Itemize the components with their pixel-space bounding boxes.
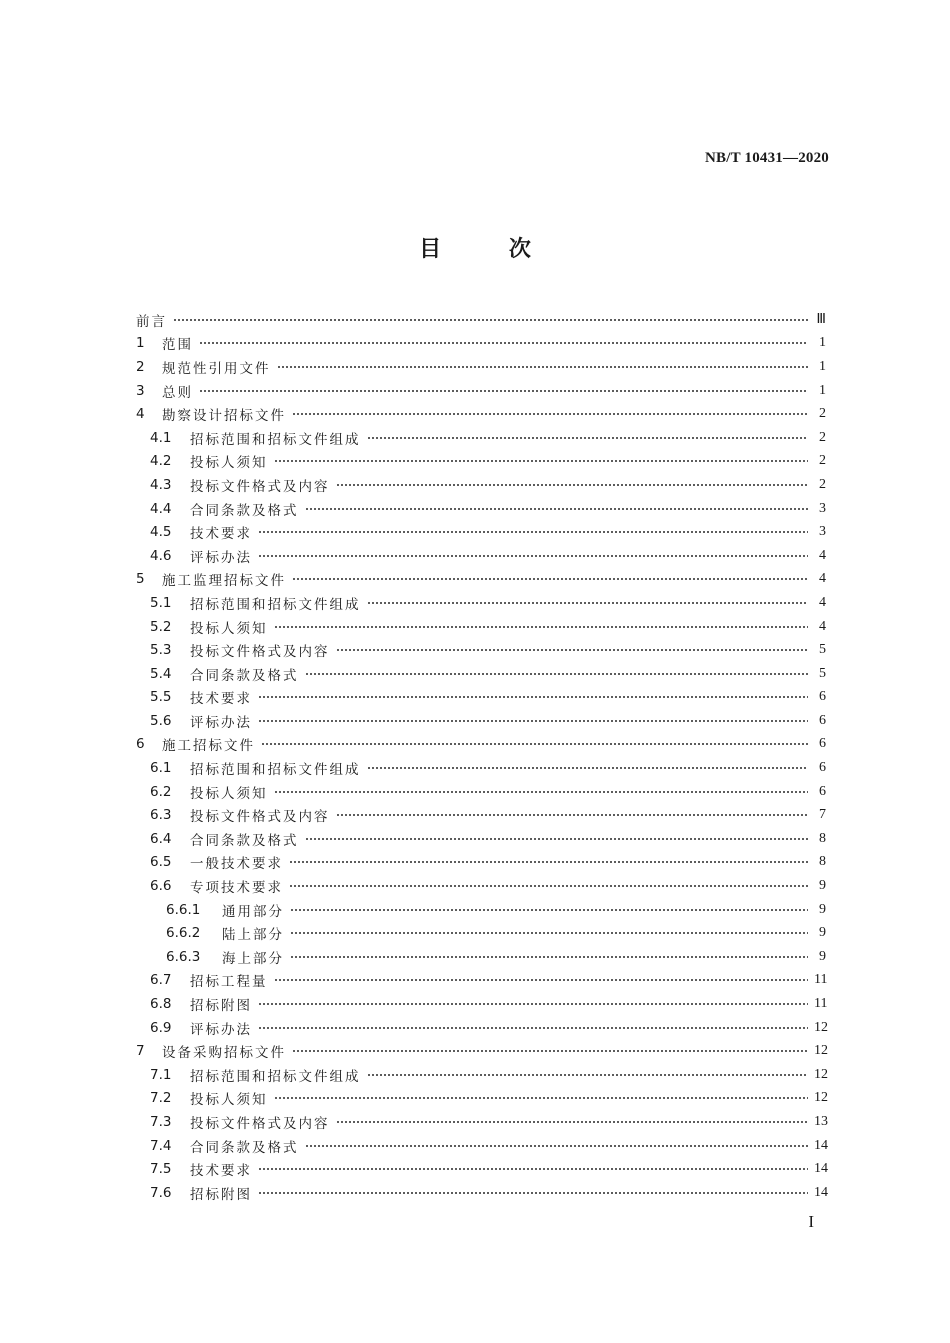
toc-entry[interactable] (136, 497, 826, 521)
toc-leader-dots (274, 978, 809, 982)
toc-entry-label: 范围 (162, 337, 193, 354)
toc-entry-page: 3 (819, 524, 826, 540)
toc-entry-page: 6 (819, 689, 826, 705)
toc-entry-number: 4.2 (150, 453, 172, 470)
toc-entry-number: 5.4 (150, 665, 172, 682)
toc-entry-label: 技术要求 (190, 1163, 252, 1180)
toc-entry-page: 2 (819, 476, 826, 492)
toc-leader-dots (305, 672, 809, 676)
toc-entry-page: 1 (819, 358, 826, 374)
toc-entry[interactable] (136, 355, 826, 379)
toc-entry[interactable] (136, 638, 826, 662)
toc-entry-label: 专项技术要求 (190, 880, 283, 897)
toc-entry-label: 投标人须知 (190, 785, 268, 802)
toc-entry-number: 6.7 (150, 972, 172, 989)
standard-code: NB/T 10431—2020 (705, 150, 829, 166)
toc-entry-number: 5 (136, 571, 145, 588)
toc-entry-page: 4 (819, 594, 826, 610)
toc-entry[interactable] (136, 379, 826, 403)
toc-entry-number: 7.4 (150, 1137, 172, 1154)
toc-entry[interactable] (136, 992, 826, 1016)
toc-entry-label: 评标办法 (190, 1021, 252, 1038)
toc-entry-number: 6 (136, 736, 145, 753)
toc-leader-dots (367, 436, 809, 440)
toc-entry-page: 6 (819, 783, 826, 799)
toc-entry-page: 8 (819, 830, 826, 846)
toc-leader-dots (274, 459, 809, 463)
toc-entry-number: 6.9 (150, 1019, 172, 1036)
toc-entry-label: 施工招标文件 (162, 738, 255, 755)
toc-entry[interactable] (136, 733, 826, 757)
toc-leader-dots (305, 837, 809, 841)
toc-entry-page: 4 (819, 618, 826, 634)
toc-entry-page: 9 (819, 901, 826, 917)
toc-entry-page: 12 (814, 1066, 828, 1082)
toc-leader-dots (258, 1167, 808, 1171)
toc-entry-page: 4 (819, 547, 826, 563)
toc-entry-label: 规范性引用文件 (162, 360, 271, 377)
toc-entry-number: 6.3 (150, 807, 172, 824)
toc-entry-label: 招标范围和招标文件组成 (190, 762, 361, 779)
toc-leader-dots (258, 554, 808, 558)
toc-entry[interactable] (136, 402, 826, 426)
toc-entry-label: 投标文件格式及内容 (190, 478, 330, 495)
toc-entry[interactable] (136, 1134, 826, 1158)
toc-entry[interactable] (136, 1016, 826, 1040)
toc-entry-page: 14 (814, 1137, 828, 1153)
toc-leader-dots (289, 860, 808, 864)
toc-entry-number: 6.2 (150, 783, 172, 800)
toc-entry-number: 7 (136, 1043, 145, 1060)
toc-entry-label: 招标范围和招标文件组成 (190, 1068, 361, 1085)
toc-entry-page: 12 (814, 1043, 828, 1059)
toc-leader-dots (277, 365, 809, 369)
toc-entry-number: 5.2 (150, 618, 172, 635)
toc-entry-number: 5.3 (150, 642, 172, 659)
toc-entry[interactable] (136, 1181, 826, 1205)
toc-leader-dots (199, 341, 808, 345)
toc-entry-number: 1 (136, 335, 145, 352)
toc-entry-page: 6 (819, 760, 826, 776)
toc-entry[interactable] (136, 308, 826, 332)
toc-entry-page: 11 (814, 972, 828, 988)
toc-entry-number: 6.5 (150, 854, 172, 871)
toc-entry-label: 陆上部分 (222, 927, 284, 944)
toc-entry-page: 14 (814, 1161, 828, 1177)
page-title (0, 232, 950, 263)
toc-entry[interactable] (136, 945, 826, 969)
toc-entry[interactable] (136, 544, 826, 568)
toc-entry[interactable] (136, 1110, 826, 1134)
toc-entry-number: 7.1 (150, 1066, 172, 1083)
toc-entry[interactable] (136, 473, 826, 497)
toc-entry-page: 6 (819, 712, 826, 728)
toc-entry[interactable] (136, 591, 826, 615)
toc-leader-dots (292, 577, 808, 581)
toc-entry-page: 6 (819, 736, 826, 752)
toc-entry-page: 12 (814, 1019, 828, 1035)
toc-entry[interactable] (136, 1087, 826, 1111)
toc-leader-dots (274, 1096, 809, 1100)
toc-entry[interactable] (136, 756, 826, 780)
toc-entry-number: 4.5 (150, 524, 172, 541)
toc-entry-label: 一般技术要求 (190, 856, 283, 873)
toc-entry-page: 11 (814, 996, 828, 1012)
toc-entry-label: 海上部分 (222, 950, 284, 967)
toc-entry-page: 7 (819, 807, 826, 823)
toc-entry-number: 5.6 (150, 712, 172, 729)
toc-leader-dots (336, 1120, 809, 1124)
toc-entry-page: 13 (814, 1113, 828, 1129)
toc-entry-number: 7.3 (150, 1113, 172, 1130)
toc-entry-number: 7.6 (150, 1184, 172, 1201)
footer-page-number: I (808, 1212, 814, 1231)
toc-entry[interactable] (136, 898, 826, 922)
toc-entry-page: 2 (819, 406, 826, 422)
toc-entry-label: 合同条款及格式 (190, 502, 299, 519)
toc-leader-dots (289, 884, 808, 888)
toc-entry-number: 6.6.1 (166, 901, 201, 918)
toc-entry-page: 2 (819, 429, 826, 445)
toc-entry[interactable] (136, 827, 826, 851)
table-of-contents (136, 308, 826, 1205)
toc-entry-page: 9 (819, 948, 826, 964)
toc-leader-dots (258, 530, 808, 534)
toc-leader-dots (258, 695, 808, 699)
toc-entry-page: 4 (819, 571, 826, 587)
toc-entry-number: 4 (136, 406, 145, 423)
toc-entry-number: 6.8 (150, 996, 172, 1013)
toc-entry[interactable] (136, 662, 826, 686)
toc-leader-dots (258, 1002, 808, 1006)
toc-entry-number: 7.5 (150, 1161, 172, 1178)
toc-entry-number: 4.3 (150, 476, 172, 493)
toc-leader-dots (261, 742, 808, 746)
toc-entry-page: 14 (814, 1184, 828, 1200)
toc-entry[interactable] (136, 874, 826, 898)
toc-entry[interactable] (136, 780, 826, 804)
toc-entry-label: 投标文件格式及内容 (190, 644, 330, 661)
toc-entry-page: 3 (819, 500, 826, 516)
toc-entry-label: 招标附图 (190, 1186, 252, 1203)
toc-entry-label: 招标附图 (190, 998, 252, 1015)
toc-entry-label: 投标文件格式及内容 (190, 1115, 330, 1132)
toc-entry-number: 5.5 (150, 689, 172, 706)
toc-entry-page: 2 (819, 453, 826, 469)
toc-leader-dots (274, 790, 809, 794)
toc-leader-dots (367, 766, 809, 770)
toc-leader-dots (367, 601, 809, 605)
toc-entry-label: 前言 (136, 313, 167, 330)
toc-entry-page: Ⅲ (816, 312, 826, 328)
toc-entry-label: 投标文件格式及内容 (190, 809, 330, 826)
toc-leader-dots (290, 955, 808, 959)
toc-leader-dots (336, 483, 809, 487)
toc-entry[interactable] (136, 803, 826, 827)
toc-entry-page: 9 (819, 925, 826, 941)
toc-entry-label: 合同条款及格式 (190, 832, 299, 849)
toc-entry[interactable] (136, 450, 826, 474)
toc-entry-label: 投标人须知 (190, 620, 268, 637)
toc-entry[interactable] (136, 1157, 826, 1181)
toc-leader-dots (336, 648, 809, 652)
toc-leader-dots (258, 1191, 808, 1195)
toc-entry[interactable] (136, 332, 826, 356)
toc-entry[interactable] (136, 709, 826, 733)
toc-entry-number: 2 (136, 358, 145, 375)
toc-entry-number: 6.1 (150, 760, 172, 777)
toc-entry-label: 施工监理招标文件 (162, 573, 286, 590)
toc-entry-label: 合同条款及格式 (190, 1139, 299, 1156)
toc-entry-page: 1 (819, 382, 826, 398)
toc-entry-label: 总则 (162, 384, 193, 401)
toc-entry-page: 8 (819, 854, 826, 870)
toc-entry-number: 4.6 (150, 547, 172, 564)
toc-entry-page: 1 (819, 335, 826, 351)
toc-leader-dots (274, 625, 809, 629)
toc-entry-label: 设备采购招标文件 (162, 1045, 286, 1062)
toc-entry-page: 9 (819, 878, 826, 894)
toc-entry[interactable] (136, 921, 826, 945)
toc-entry-label: 技术要求 (190, 691, 252, 708)
toc-leader-dots (336, 813, 809, 817)
toc-leader-dots (367, 1073, 809, 1077)
toc-entry-label: 勘察设计招标文件 (162, 408, 286, 425)
toc-entry-page: 5 (819, 665, 826, 681)
toc-entry-number: 6.6 (150, 878, 172, 895)
toc-leader-dots (305, 507, 809, 511)
toc-entry-number: 6.6.3 (166, 948, 201, 965)
toc-entry[interactable] (136, 851, 826, 875)
toc-entry-label: 评标办法 (190, 714, 252, 731)
toc-entry[interactable] (136, 520, 826, 544)
toc-entry-number: 5.1 (150, 594, 172, 611)
toc-entry-label: 招标工程量 (190, 974, 268, 991)
toc-leader-dots (305, 1144, 809, 1148)
toc-entry-label: 评标办法 (190, 549, 252, 566)
toc-entry[interactable] (136, 615, 826, 639)
toc-leader-dots (258, 719, 808, 723)
toc-entry-number: 4.1 (150, 429, 172, 446)
toc-entry-label: 投标人须知 (190, 455, 268, 472)
toc-entry-label: 通用部分 (222, 903, 284, 920)
toc-leader-dots (199, 389, 808, 393)
toc-leader-dots (258, 1026, 808, 1030)
toc-entry[interactable] (136, 1063, 826, 1087)
toc-entry[interactable] (136, 568, 826, 592)
toc-entry-label: 合同条款及格式 (190, 667, 299, 684)
toc-entry[interactable] (136, 686, 826, 710)
toc-entry[interactable] (136, 1039, 826, 1063)
toc-entry-number: 7.2 (150, 1090, 172, 1107)
toc-entry-number: 6.6.2 (166, 925, 201, 942)
toc-entry-number: 6.4 (150, 830, 172, 847)
title-char-1: 目 (419, 237, 442, 262)
toc-leader-dots (292, 412, 808, 416)
toc-leader-dots (290, 931, 808, 935)
toc-entry-number: 3 (136, 382, 145, 399)
toc-leader-dots (290, 908, 808, 912)
toc-entry-page: 12 (814, 1090, 828, 1106)
toc-leader-dots (173, 318, 808, 322)
toc-entry-number: 4.4 (150, 500, 172, 517)
toc-leader-dots (292, 1049, 808, 1053)
toc-entry[interactable] (136, 426, 826, 450)
toc-entry-label: 投标人须知 (190, 1092, 268, 1109)
toc-entry-label: 招标范围和招标文件组成 (190, 431, 361, 448)
toc-entry-page: 5 (819, 642, 826, 658)
toc-entry-label: 招标范围和招标文件组成 (190, 596, 361, 613)
toc-entry[interactable] (136, 969, 826, 993)
toc-entry-label: 技术要求 (190, 526, 252, 543)
title-char-2: 次 (508, 237, 531, 262)
